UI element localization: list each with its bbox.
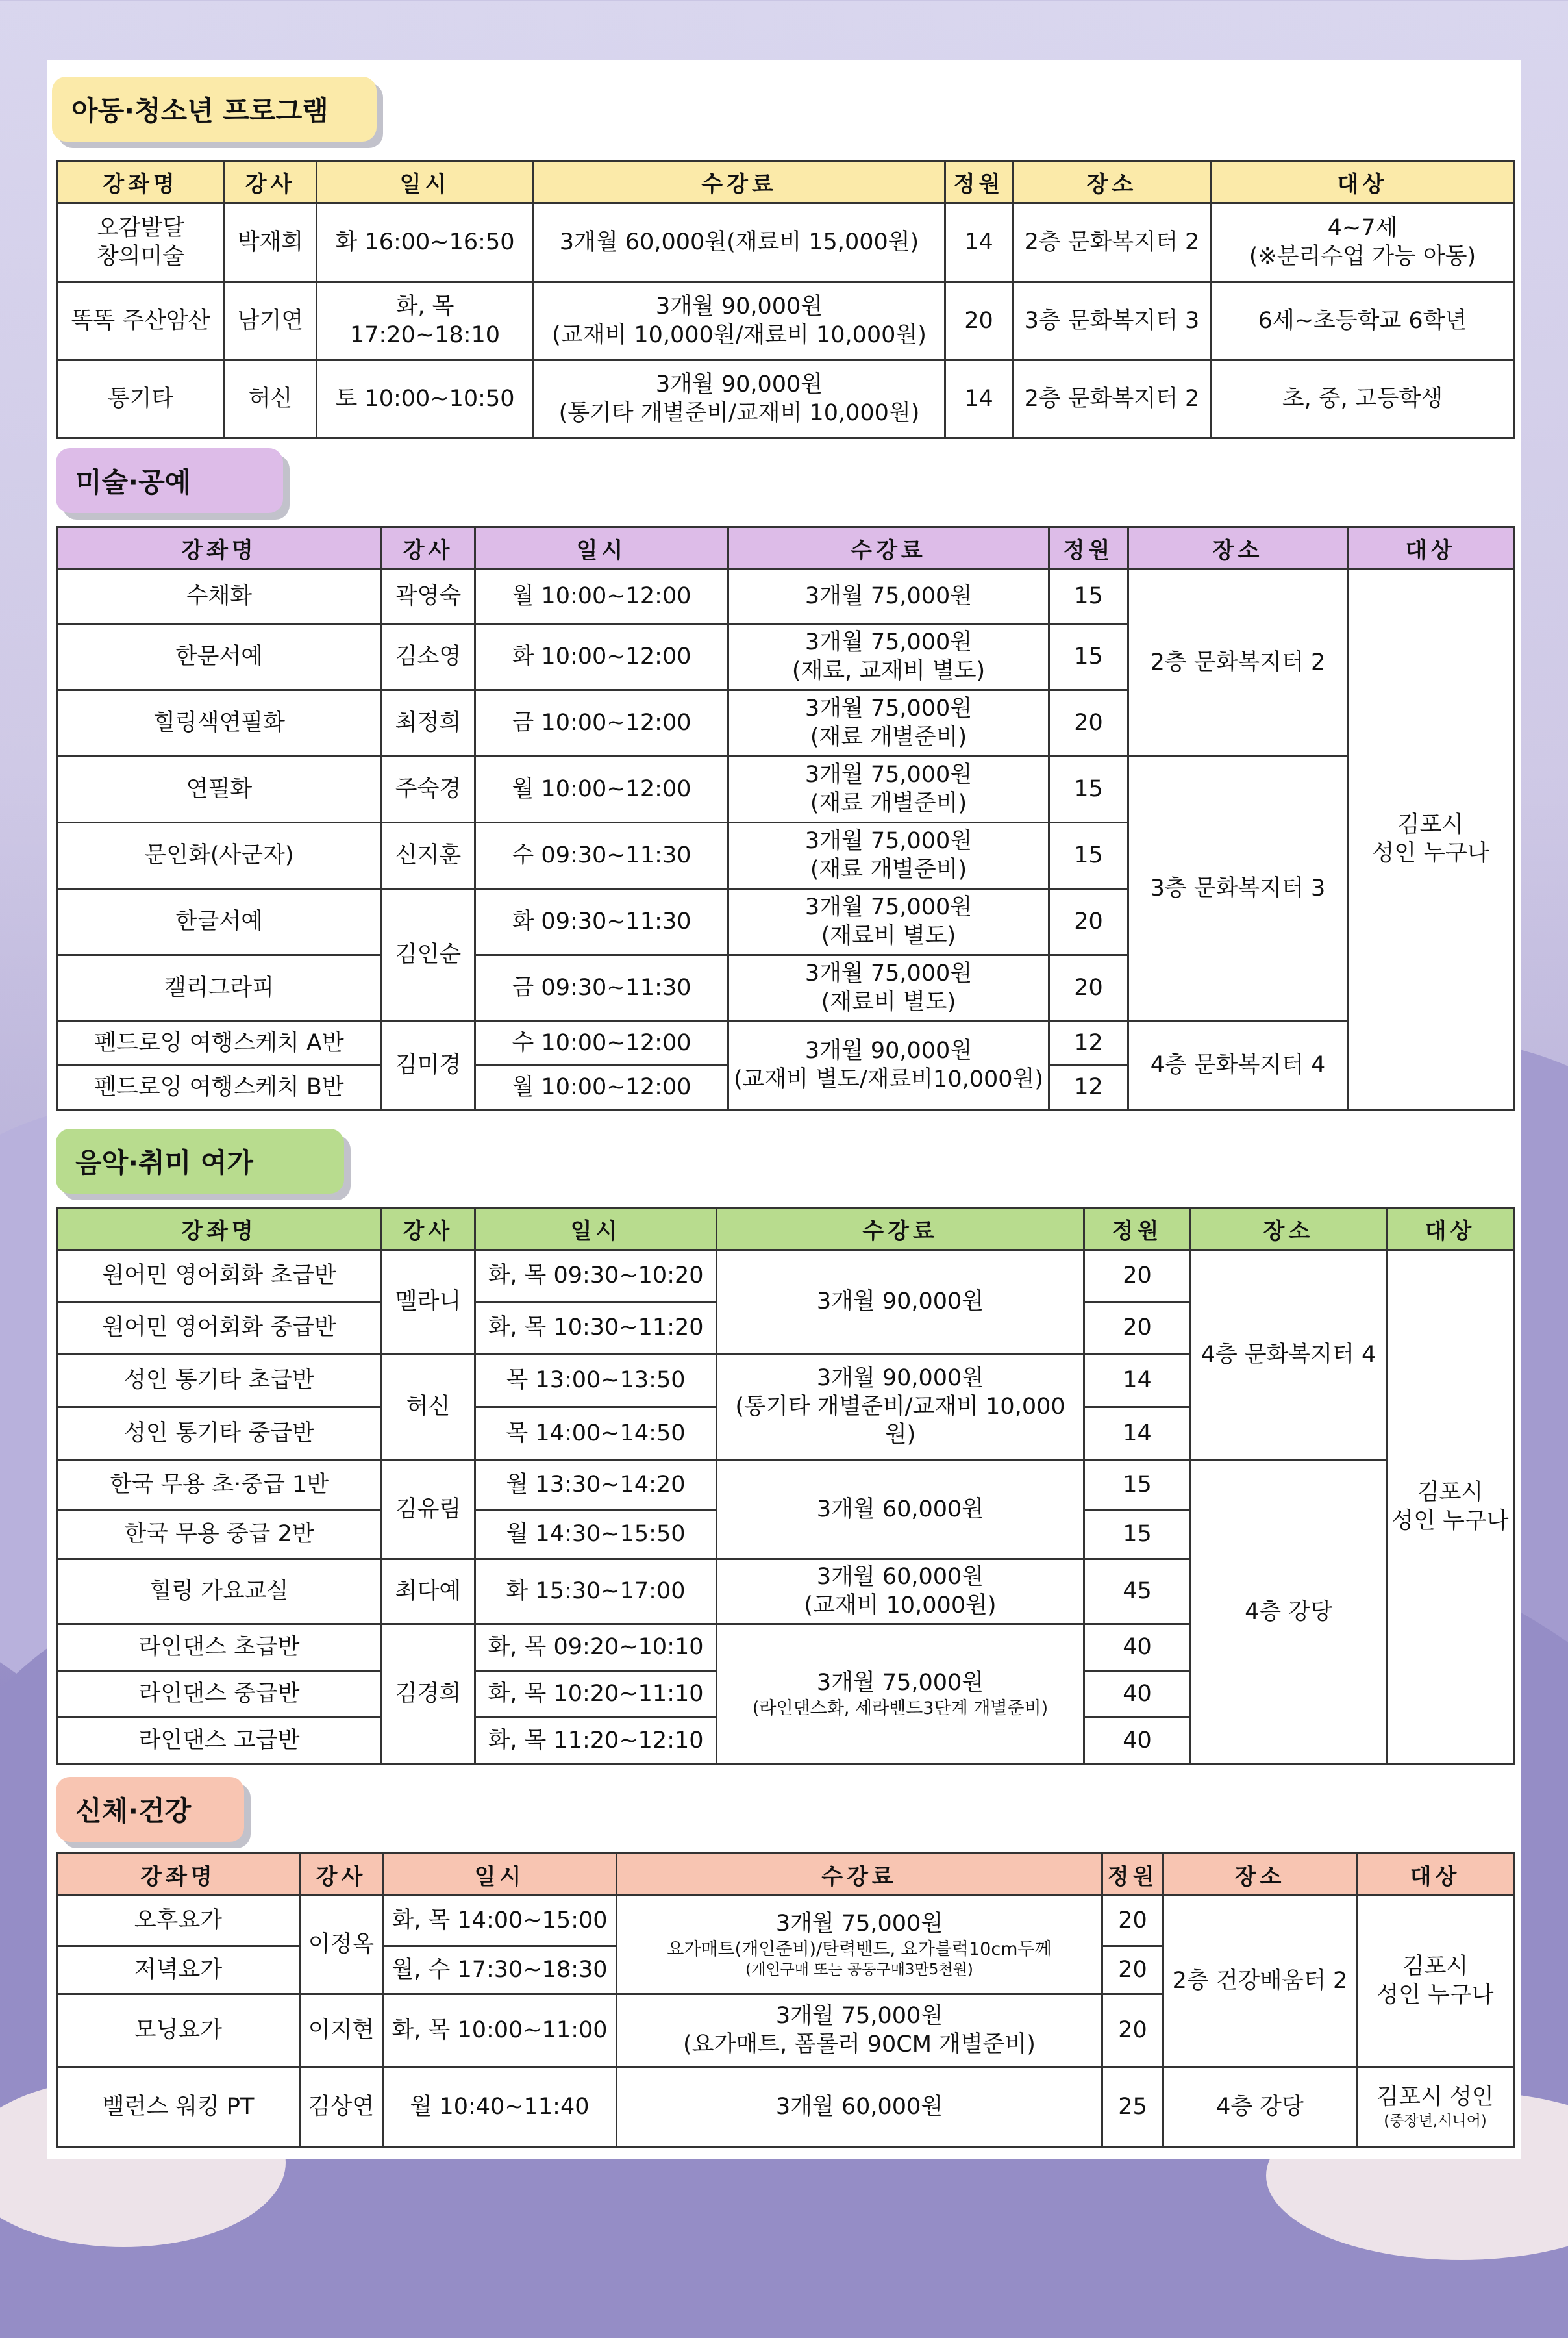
course-name: 원어민 영어회화 초급반 xyxy=(57,1250,382,1302)
course-name: 한국 무용 중급 2반 xyxy=(57,1510,382,1559)
class-time: 화, 목 10:00~11:00 xyxy=(383,1994,617,2067)
target-audience-note: (중장년,시니어) xyxy=(1384,2113,1487,2130)
class-time: 화 16:00~16:50 xyxy=(317,203,534,283)
course-name: 오후요가 xyxy=(57,1896,300,1946)
table-row xyxy=(57,283,1514,360)
capacity: 12 xyxy=(1049,1066,1128,1110)
section-title-health: 신체·건강 xyxy=(56,1777,244,1842)
class-fee: 3개월 75,000원 (재료, 교재비 별도) xyxy=(728,624,1049,690)
col-header-capacity: 정원 xyxy=(1084,1208,1191,1250)
col-header-target: 대상 xyxy=(1212,161,1514,203)
capacity: 15 xyxy=(1049,624,1128,690)
teacher-name: 허신 xyxy=(382,1354,475,1461)
class-time: 화 09:30~11:30 xyxy=(475,889,728,955)
class-time: 월 10:00~12:00 xyxy=(475,1066,728,1110)
place: 4층 강당 xyxy=(1191,1461,1387,1765)
course-name: 밸런스 워킹 PT xyxy=(57,2067,300,2148)
capacity: 15 xyxy=(1049,823,1128,889)
capacity: 40 xyxy=(1084,1671,1191,1718)
class-fee: 3개월 90,000원 (통기타 개별준비/교재비 10,000원) xyxy=(534,360,945,438)
teacher-name: 멜라니 xyxy=(382,1250,475,1354)
col-header-place: 장소 xyxy=(1164,1854,1357,1896)
course-name: 수채화 xyxy=(57,570,382,624)
capacity: 15 xyxy=(1084,1461,1191,1510)
col-header-course: 강좌명 xyxy=(57,527,382,570)
course-name: 펜드로잉 여행스케치 A반 xyxy=(57,1022,382,1066)
course-name: 오감발달 창의미술 xyxy=(57,203,225,283)
capacity: 14 xyxy=(1084,1354,1191,1407)
capacity: 14 xyxy=(945,360,1013,438)
course-name: 성인 통기타 중급반 xyxy=(57,1407,382,1461)
table-row xyxy=(57,2067,1514,2148)
table-row xyxy=(57,1461,1514,1510)
course-name: 문인화(사군자) xyxy=(57,823,382,889)
class-fee: 3개월 75,000원 (재료비 별도) xyxy=(728,889,1049,955)
capacity: 40 xyxy=(1084,1718,1191,1765)
capacity: 40 xyxy=(1084,1624,1191,1671)
target-audience: 초, 중, 고등학생 xyxy=(1212,360,1514,438)
col-header-capacity: 정원 xyxy=(1102,1854,1164,1896)
class-fee: 3개월 90,000원 (교재비 10,000원/재료비 10,000원) xyxy=(534,283,945,360)
col-header-time: 일시 xyxy=(317,161,534,203)
table-row xyxy=(57,570,1514,624)
col-header-time: 일시 xyxy=(475,1208,717,1250)
capacity: 20 xyxy=(1049,889,1128,955)
teacher-name: 김유림 xyxy=(382,1461,475,1559)
col-header-fee: 수강료 xyxy=(617,1854,1102,1896)
col-header-time: 일시 xyxy=(475,527,728,570)
col-header-course: 강좌명 xyxy=(57,1854,300,1896)
class-time: 월 10:00~12:00 xyxy=(475,570,728,624)
col-header-course: 강좌명 xyxy=(57,1208,382,1250)
class-fee-note: (라인댄스화, 세라밴드3단계 개별준비) xyxy=(752,1698,1049,1718)
col-header-time: 일시 xyxy=(383,1854,617,1896)
capacity: 14 xyxy=(945,203,1013,283)
table-row xyxy=(57,757,1514,823)
teacher-name: 최정희 xyxy=(382,690,475,757)
teacher-name: 최다예 xyxy=(382,1559,475,1624)
capacity: 14 xyxy=(1084,1407,1191,1461)
class-fee: 3개월 75,000원 xyxy=(775,1911,943,1937)
course-name: 한글서예 xyxy=(57,889,382,955)
class-time: 월 10:40~11:40 xyxy=(383,2067,617,2148)
course-name: 캘리그라피 xyxy=(57,955,382,1022)
class-fee: 3개월 90,000원 xyxy=(717,1250,1084,1354)
target-audience: 4~7세 (※분리수업 가능 아동) xyxy=(1212,203,1514,283)
section-title-music: 음악·취미 여가 xyxy=(56,1129,344,1194)
teacher-name: 허신 xyxy=(225,360,317,438)
class-fee: 3개월 75,000원 (요가매트, 폼롤러 90CM 개별준비) xyxy=(617,1994,1102,2067)
capacity: 25 xyxy=(1102,2067,1164,2148)
capacity: 15 xyxy=(1049,570,1128,624)
target-audience: 김포시 성인 xyxy=(1376,2084,1494,2111)
class-time: 화 15:30~17:00 xyxy=(475,1559,717,1624)
col-header-capacity: 정원 xyxy=(1049,527,1128,570)
capacity: 20 xyxy=(1049,690,1128,757)
class-time: 월 13:30~14:20 xyxy=(475,1461,717,1510)
class-fee-note: 요가매트(개인준비)/탄력밴드, 요가블럭10cm두께 xyxy=(667,1939,1052,1960)
class-fee: 3개월 90,000원 (통기타 개별준비/교재비 10,000원) xyxy=(717,1354,1084,1461)
col-header-fee: 수강료 xyxy=(728,527,1049,570)
class-fee-cell xyxy=(617,1896,1102,1994)
col-header-fee: 수강료 xyxy=(717,1208,1084,1250)
course-name: 펜드로잉 여행스케치 B반 xyxy=(57,1066,382,1110)
place: 2층 문화복지터 2 xyxy=(1013,360,1212,438)
col-header-capacity: 정원 xyxy=(945,161,1013,203)
teacher-name: 김상연 xyxy=(300,2067,383,2148)
table-row xyxy=(57,360,1514,438)
youth-program-table xyxy=(56,160,1515,439)
col-header-target: 대상 xyxy=(1348,527,1514,570)
col-header-target: 대상 xyxy=(1387,1208,1514,1250)
class-time: 토 10:00~10:50 xyxy=(317,360,534,438)
teacher-name: 김인순 xyxy=(382,889,475,1022)
class-fee: 3개월 75,000원 xyxy=(816,1669,984,1696)
capacity: 20 xyxy=(1049,955,1128,1022)
course-name: 성인 통기타 초급반 xyxy=(57,1354,382,1407)
capacity: 20 xyxy=(1084,1250,1191,1302)
col-header-place: 장소 xyxy=(1191,1208,1387,1250)
col-header-course: 강좌명 xyxy=(57,161,225,203)
col-header-teacher: 강사 xyxy=(300,1854,383,1896)
class-time: 월 14:30~15:50 xyxy=(475,1510,717,1559)
col-header-teacher: 강사 xyxy=(382,527,475,570)
table-row xyxy=(57,1022,1514,1066)
course-name: 통기타 xyxy=(57,360,225,438)
capacity: 45 xyxy=(1084,1559,1191,1624)
course-name: 힐링 가요교실 xyxy=(57,1559,382,1624)
teacher-name: 김소영 xyxy=(382,624,475,690)
class-time: 화, 목 14:00~15:00 xyxy=(383,1896,617,1946)
class-time: 월, 수 17:30~18:30 xyxy=(383,1946,617,1994)
place: 2층 문화복지터 2 xyxy=(1013,203,1212,283)
capacity: 20 xyxy=(1084,1302,1191,1354)
course-name: 연필화 xyxy=(57,757,382,823)
place: 2층 문화복지터 2 xyxy=(1128,570,1348,757)
class-fee: 3개월 60,000원 xyxy=(717,1461,1084,1559)
teacher-name: 이지현 xyxy=(300,1994,383,2067)
class-time: 목 14:00~14:50 xyxy=(475,1407,717,1461)
class-time: 화, 목 09:20~10:10 xyxy=(475,1624,717,1671)
course-name: 한국 무용 초·중급 1반 xyxy=(57,1461,382,1510)
course-name: 모닝요가 xyxy=(57,1994,300,2067)
section-title-youth: 아동·청소년 프로그램 xyxy=(52,77,377,142)
class-time: 화, 목 10:20~11:10 xyxy=(475,1671,717,1718)
place: 4층 문화복지터 4 xyxy=(1128,1022,1348,1110)
place: 4층 문화복지터 4 xyxy=(1191,1250,1387,1461)
target-audience-cell xyxy=(1357,2067,1514,2148)
class-time: 화, 목 17:20~18:10 xyxy=(317,283,534,360)
class-time: 월 10:00~12:00 xyxy=(475,757,728,823)
col-header-teacher: 강사 xyxy=(382,1208,475,1250)
target-audience: 6세~초등학교 6학년 xyxy=(1212,283,1514,360)
capacity: 20 xyxy=(1102,1994,1164,2067)
teacher-name: 김미경 xyxy=(382,1022,475,1110)
place: 3층 문화복지터 3 xyxy=(1128,757,1348,1022)
teacher-name: 신지훈 xyxy=(382,823,475,889)
class-fee: 3개월 75,000원 (재료비 별도) xyxy=(728,955,1049,1022)
teacher-name: 남기연 xyxy=(225,283,317,360)
course-name: 저녁요가 xyxy=(57,1946,300,1994)
art-program-table xyxy=(56,526,1515,1111)
capacity: 20 xyxy=(1102,1946,1164,1994)
table-row xyxy=(57,203,1514,283)
class-fee-note: (개인구매 또는 공동구매3만5천원) xyxy=(745,1961,973,1978)
col-header-fee: 수강료 xyxy=(534,161,945,203)
class-fee: 3개월 90,000원 (교재비 별도/재료비10,000원) xyxy=(728,1022,1049,1110)
col-header-place: 장소 xyxy=(1013,161,1212,203)
class-fee: 3개월 75,000원 xyxy=(728,570,1049,624)
place: 4층 강당 xyxy=(1164,2067,1357,2148)
col-header-teacher: 강사 xyxy=(225,161,317,203)
table-row xyxy=(57,1896,1514,1946)
class-time: 화, 목 11:20~12:10 xyxy=(475,1718,717,1765)
class-fee-cell xyxy=(717,1624,1084,1765)
target-audience: 김포시 성인 누구나 xyxy=(1348,570,1514,1110)
col-header-place: 장소 xyxy=(1128,527,1348,570)
col-header-target: 대상 xyxy=(1357,1854,1514,1896)
place: 3층 문화복지터 3 xyxy=(1013,283,1212,360)
course-name: 라인댄스 고급반 xyxy=(57,1718,382,1765)
class-fee: 3개월 60,000원(재료비 15,000원) xyxy=(534,203,945,283)
capacity: 15 xyxy=(1049,757,1128,823)
class-fee: 3개월 75,000원 (재료 개별준비) xyxy=(728,823,1049,889)
section-title-art: 미술·공예 xyxy=(56,448,283,513)
class-time: 목 13:00~13:50 xyxy=(475,1354,717,1407)
class-time: 수 10:00~12:00 xyxy=(475,1022,728,1066)
class-fee: 3개월 60,000원 xyxy=(617,2067,1102,2148)
teacher-name: 주숙경 xyxy=(382,757,475,823)
class-time: 화 10:00~12:00 xyxy=(475,624,728,690)
class-fee: 3개월 75,000원 (재료 개별준비) xyxy=(728,757,1049,823)
music-program-table xyxy=(56,1207,1515,1765)
course-name: 힐링색연필화 xyxy=(57,690,382,757)
capacity: 15 xyxy=(1084,1510,1191,1559)
teacher-name: 박재희 xyxy=(225,203,317,283)
capacity: 20 xyxy=(1102,1896,1164,1946)
course-name: 원어민 영어회화 중급반 xyxy=(57,1302,382,1354)
teacher-name: 김경희 xyxy=(382,1624,475,1765)
class-fee: 3개월 60,000원 (교재비 10,000원) xyxy=(717,1559,1084,1624)
capacity: 20 xyxy=(945,283,1013,360)
course-name: 똑똑 주산암산 xyxy=(57,283,225,360)
class-time: 수 09:30~11:30 xyxy=(475,823,728,889)
course-name: 라인댄스 중급반 xyxy=(57,1671,382,1718)
class-fee: 3개월 75,000원 (재료 개별준비) xyxy=(728,690,1049,757)
teacher-name: 이정옥 xyxy=(300,1896,383,1994)
target-audience: 김포시 성인 누구나 xyxy=(1357,1896,1514,2067)
class-time: 금 10:00~12:00 xyxy=(475,690,728,757)
table-row xyxy=(57,1250,1514,1302)
target-audience: 김포시 성인 누구나 xyxy=(1387,1250,1514,1765)
class-time: 금 09:30~11:30 xyxy=(475,955,728,1022)
course-name: 라인댄스 초급반 xyxy=(57,1624,382,1671)
place: 2층 건강배움터 2 xyxy=(1164,1896,1357,2067)
class-time: 화, 목 10:30~11:20 xyxy=(475,1302,717,1354)
teacher-name: 곽영숙 xyxy=(382,570,475,624)
capacity: 12 xyxy=(1049,1022,1128,1066)
health-program-table xyxy=(56,1852,1515,2148)
course-name: 한문서예 xyxy=(57,624,382,690)
class-time: 화, 목 09:30~10:20 xyxy=(475,1250,717,1302)
